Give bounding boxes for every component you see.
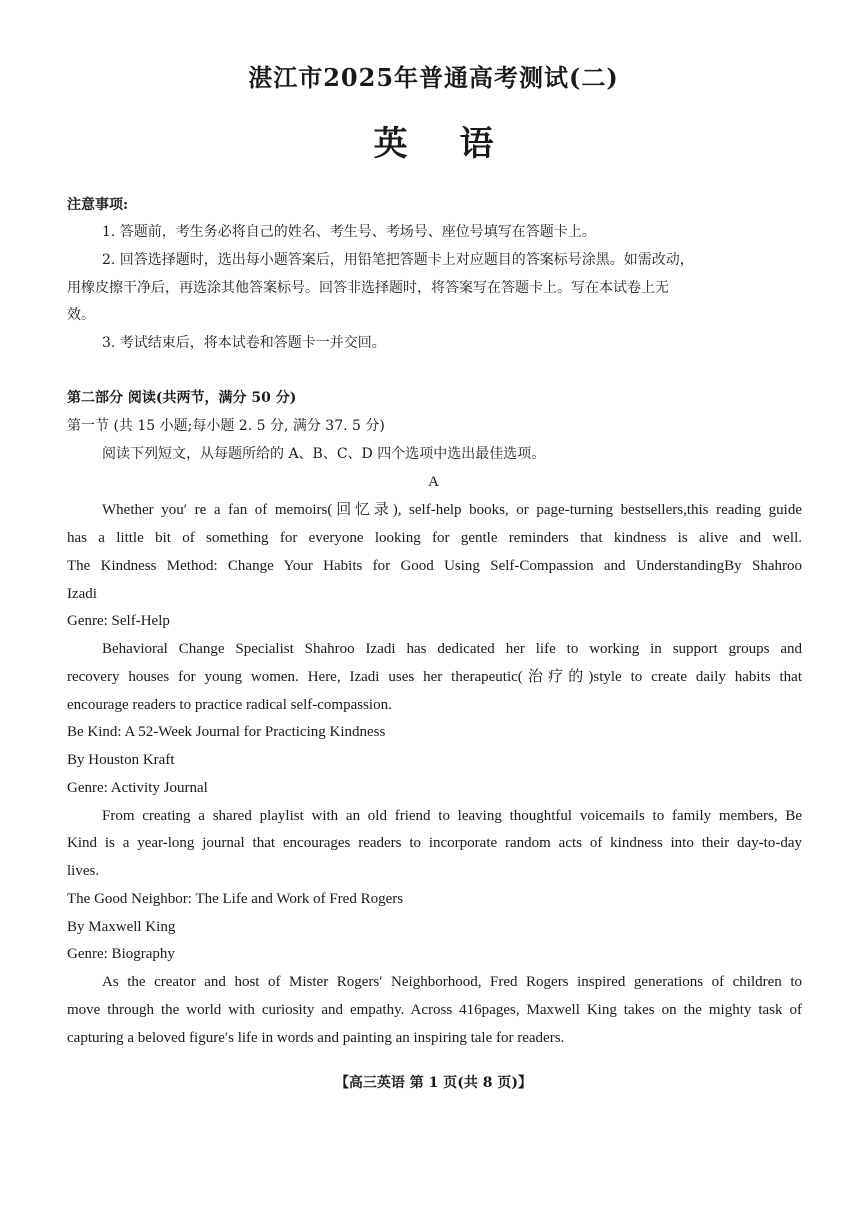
book-author: By Houston Kraft <box>67 752 175 768</box>
book-desc: Kind is a year-long journal that encourages readers to incorporate random acts of kindness into their day-to-day <box>67 835 802 851</box>
book-genre: Genre: Activity Journal <box>67 780 208 796</box>
book-desc: Behavioral Change Specialist Shahroo Izadi has dedicated her life to working in support groups and <box>102 641 802 657</box>
notice-line: 2. 回答选择题时，选出每小题答案后，用铅笔把答题卡上对应题目的答案标号涂黑。如需改动， <box>102 252 694 268</box>
book-desc: capturing a beloved figure′s life in words and painting an inspiring tale for readers. <box>67 1030 565 1046</box>
book-desc: recovery houses for young women. Here, Izadi uses her therapeutic(治疗的)style to create daily habits that <box>67 669 802 685</box>
book-desc: encourage readers to practice radical self-compassion. <box>67 697 392 713</box>
notice-line: 1. 答题前，考生务必将自己的姓名、考生号、考场号、座位号填写在答题卡上。 <box>102 224 596 240</box>
book-author: By Maxwell King <box>67 919 176 935</box>
book-title: Izadi <box>67 586 97 602</box>
book-genre: Genre: Self-Help <box>67 613 170 629</box>
instruction: 阅读下列短文，从每题所给的 A、B、C、D 四个选项中选出最佳选项。 <box>102 446 546 462</box>
section-heading: 第一节 (共 15 小题;每小题 2. 5 分, 满分 37. 5 分) <box>67 418 385 434</box>
notice-line: 用橡皮擦干净后，再选涂其他答案标号。回答非选择题时，将答案写在答题卡上。写在本试卷上无 <box>67 280 669 296</box>
notice-heading: 注意事项: <box>67 197 129 213</box>
passage-line: Whether you′ re a fan of memoirs(回忆录), self-help books, or page-turning bestsellers,this reading guide <box>102 502 802 518</box>
page-footer: 【高三英语 第 1 页(共 8 页)】 <box>334 1075 533 1091</box>
book-desc: move through the world with curiosity and empathy. Across 416pages, Maxwell King takes on the mighty task of <box>67 1002 802 1018</box>
book-title: The Good Neighbor: The Life and Work of Fred Rogers <box>67 891 404 907</box>
part-heading: 第二部分 阅读(共两节，满分 50 分) <box>67 390 297 406</box>
subject-char-2: 语 <box>459 124 494 164</box>
book-desc: As the creator and host of Mister Rogers′ Neighborhood, Fred Rogers inspired generations of children to <box>102 974 802 990</box>
book-title: Be Kind: A 52-Week Journal for Practicing Kindness <box>67 724 386 740</box>
book-desc: lives. <box>67 863 100 879</box>
book-desc: From creating a shared playlist with an old friend to leaving thoughtful voicemails to family members, Be <box>102 808 802 824</box>
notice-line: 效。 <box>67 307 95 323</box>
subject-char-1: 英 <box>373 124 408 164</box>
book-title: The Kindness Method: Change Your Habits for Good Using Self-Compassion and UnderstandingBy Shahroo <box>67 558 802 574</box>
passage-line: has a little bit of something for everyone looking for gentle reminders that kindness is alive and well. <box>67 530 802 546</box>
book-genre: Genre: Biography <box>67 946 175 962</box>
passage-label: A <box>428 474 439 490</box>
notice-line: 3. 考试结束后，将本试卷和答题卡一并交回。 <box>102 335 386 351</box>
subject-title <box>0 116 867 165</box>
exam-title: 湛江市2025年普通高考测试(二) <box>248 63 619 92</box>
